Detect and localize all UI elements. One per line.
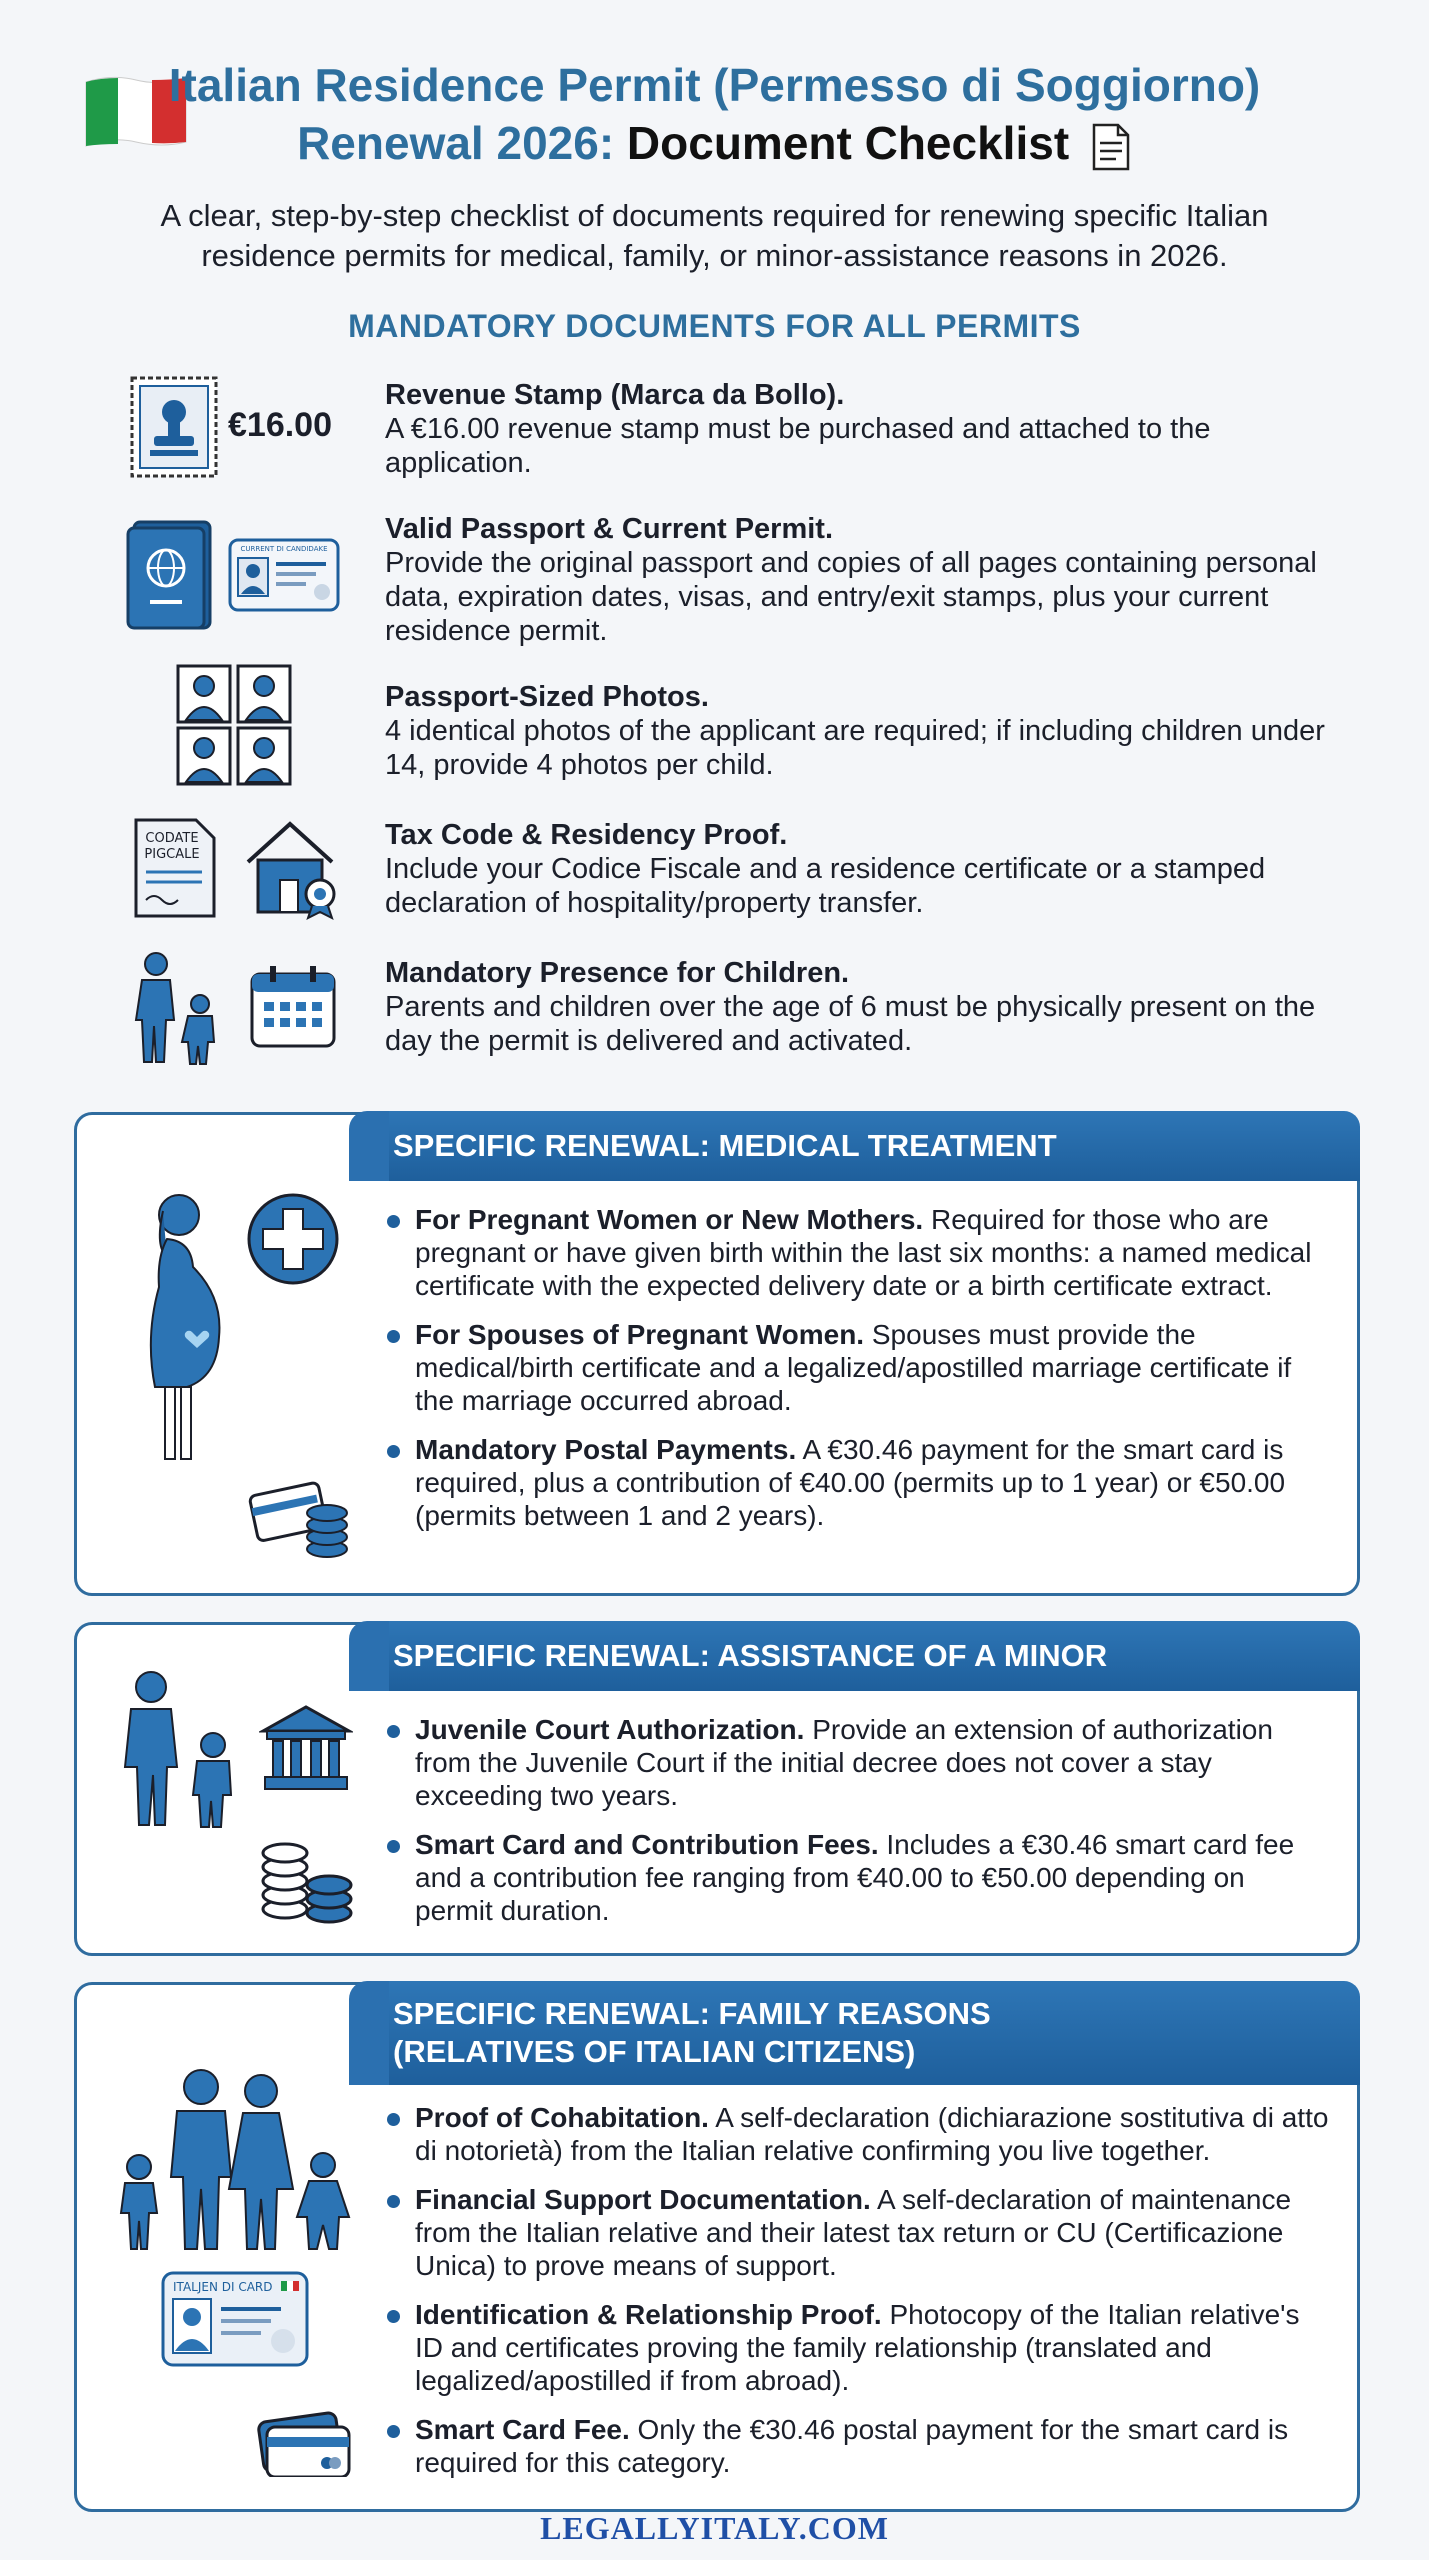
- list-item: [385, 2413, 1329, 2479]
- mandatory-item-title: Mandatory Presence for Children.: [385, 957, 850, 989]
- bullet-text: A €30.46 payment for the smart card is required, plus a contribution of €40.00 (permits up to 1 year) or €50.00 (permits between 1 and 2 years).: [415, 1434, 1286, 1531]
- permit-card-label: CURRENT DI CANDIDAKE: [240, 545, 328, 553]
- passport-icon: [124, 518, 214, 632]
- residence-house-icon: [240, 816, 340, 920]
- title-line-2: [0, 114, 1429, 172]
- mandatory-item-title: Valid Passport & Current Permit.: [385, 513, 834, 545]
- mandatory-item-text: 4 identical photos of the applicant are required; if including children under 14, provide 4 photos per child.: [385, 715, 1325, 781]
- bullet-text: Spouses must provide the medical/birth certificate and a legalized/apostilled marriage certificate if the marriage occurred abroad.: [415, 1319, 1292, 1416]
- mandatory-item-photos: [385, 680, 1345, 782]
- bullet-title: Proof of Cohabitation.: [415, 2102, 709, 2133]
- list-item: [385, 1713, 1329, 1812]
- page-subtitle: A clear, step-by-step checklist of documents required for renewing specific Italian residence permits for medical, family, or minor-assistance reasons in 2026.: [160, 198, 1269, 273]
- family-heading-line-1: SPECIFIC RENEWAL: FAMILY REASONS: [393, 1996, 991, 2031]
- bullet-text: Required for those who are pregnant or have given birth within the last six months: a named medical certificate with the expected delivery date or a birth certificate extract.: [415, 1204, 1312, 1301]
- minor-bullet-list: [385, 1713, 1329, 1943]
- bullet-title: Smart Card Fee.: [415, 2414, 630, 2445]
- family-group-icon: [117, 2065, 357, 2255]
- bullet-title: For Pregnant Women or New Mothers.: [415, 1204, 924, 1235]
- list-item: [385, 2101, 1329, 2167]
- bullet-text: A self-declaration (dichiarazione sostitutiva di atto di notorietà) from the Italian relative confirming you live together.: [415, 2102, 1329, 2166]
- minor-card-heading: SPECIFIC RENEWAL: ASSISTANCE OF A MINOR: [367, 1621, 1360, 1691]
- bullet-text: Only the €30.46 postal payment for the smart card is required for this category.: [415, 2414, 1289, 2478]
- list-item: [385, 2298, 1329, 2397]
- tax-code-document-icon: [132, 816, 218, 920]
- mandatory-item-text: Provide the original passport and copies of all pages containing personal data, expiration dates, visas, and entry/exit stamps, plus your current residence permit.: [385, 547, 1317, 647]
- mandatory-item-title: Tax Code & Residency Proof.: [385, 819, 788, 851]
- mandatory-item-title: Revenue Stamp (Marca da Bollo).: [385, 379, 845, 411]
- mandatory-item-text: A €16.00 revenue stamp must be purchased and attached to the application.: [385, 413, 1211, 479]
- smart-card-icon: [257, 2405, 353, 2477]
- id-card-label: ITALJEN DI CARD: [173, 2280, 273, 2294]
- residence-permit-card-icon: [228, 538, 340, 612]
- page-title: [0, 56, 1429, 172]
- tax-doc-label-2: PIGCALE: [144, 847, 200, 862]
- calendar-icon: [248, 964, 338, 1050]
- list-item: [385, 1318, 1329, 1417]
- mandatory-item-tax-code: [385, 818, 1345, 920]
- document-icon: [1090, 123, 1132, 171]
- italian-id-card-icon: [161, 2271, 309, 2367]
- bullet-text: Photocopy of the Italian relative's ID and certificates proving the family relationship (translated and legalized/apostilled if from abroad).: [415, 2299, 1300, 2396]
- list-item: [385, 2183, 1329, 2282]
- list-item: [385, 1433, 1329, 1532]
- medical-card-heading: SPECIFIC RENEWAL: MEDICAL TREATMENT: [367, 1111, 1360, 1181]
- medical-bullet-list: [385, 1203, 1329, 1548]
- list-item: [385, 1828, 1329, 1927]
- stamp-price: €16.00: [228, 406, 332, 444]
- bullet-text: A self-declaration of maintenance from the Italian relative and their latest tax return or CU (Certificazione Unica) to prove means of support.: [415, 2184, 1292, 2281]
- family-card-heading: [367, 1981, 1360, 2085]
- passport-photos-icon: [174, 662, 294, 788]
- family-bullet-list: [385, 2101, 1329, 2495]
- parent-child-icon: [126, 950, 224, 1066]
- title-checklist: Document Checklist: [626, 117, 1070, 169]
- bullet-title: Mandatory Postal Payments.: [415, 1434, 797, 1465]
- title-line-1: Italian Residence Permit (Permesso di Soggiorno): [168, 59, 1261, 111]
- pregnant-woman-icon: [137, 1187, 227, 1467]
- mandatory-item-text: Parents and children over the age of 6 must be physically present on the day the permit is delivered and activated.: [385, 991, 1316, 1057]
- revenue-stamp-icon: [128, 374, 220, 480]
- bullet-title: Financial Support Documentation.: [415, 2184, 871, 2215]
- assistance-minor-card: [74, 1622, 1360, 1956]
- title-renewal-year: Renewal 2026:: [297, 117, 615, 169]
- family-reasons-card: [74, 1982, 1360, 2512]
- bullet-title: Identification & Relationship Proof.: [415, 2299, 882, 2330]
- bullet-title: For Spouses of Pregnant Women.: [415, 1319, 865, 1350]
- family-heading-line-2: (RELATIVES OF ITALIAN CITIZENS): [393, 2034, 916, 2069]
- bullet-title: Smart Card and Contribution Fees.: [415, 1829, 879, 1860]
- mandatory-item-passport: [385, 512, 1345, 648]
- mandatory-heading: MANDATORY DOCUMENTS FOR ALL PERMITS: [348, 308, 1081, 344]
- mandatory-item-children-presence: [385, 956, 1345, 1058]
- mandatory-item-revenue-stamp: [385, 378, 1345, 480]
- bullet-title: Juvenile Court Authorization.: [415, 1714, 805, 1745]
- footer-site-link[interactable]: LEGALLYITALY.COM: [540, 2510, 889, 2546]
- coins-stack-icon: [259, 1835, 355, 1925]
- medical-cross-icon: [245, 1191, 341, 1287]
- list-item: [385, 1203, 1329, 1302]
- mandatory-item-title: Passport-Sized Photos.: [385, 681, 709, 713]
- courthouse-icon: [259, 1703, 353, 1793]
- payment-card-coins-icon: [247, 1471, 353, 1561]
- tax-doc-label-1: CODATE: [145, 831, 199, 846]
- bullet-text: Includes a €30.46 smart card fee and a contribution fee ranging from €40.00 to €50.00 depending on permit duration.: [415, 1829, 1295, 1926]
- mandatory-item-text: Include your Codice Fiscale and a residence certificate or a stamped declaration of hospitality/property transfer.: [385, 853, 1266, 919]
- medical-treatment-card: [74, 1112, 1360, 1596]
- parent-child-icon: [115, 1669, 245, 1831]
- bullet-text: Provide an extension of authorization from the Juvenile Court if the initial decree does not cover a stay exceeding two years.: [415, 1714, 1273, 1811]
